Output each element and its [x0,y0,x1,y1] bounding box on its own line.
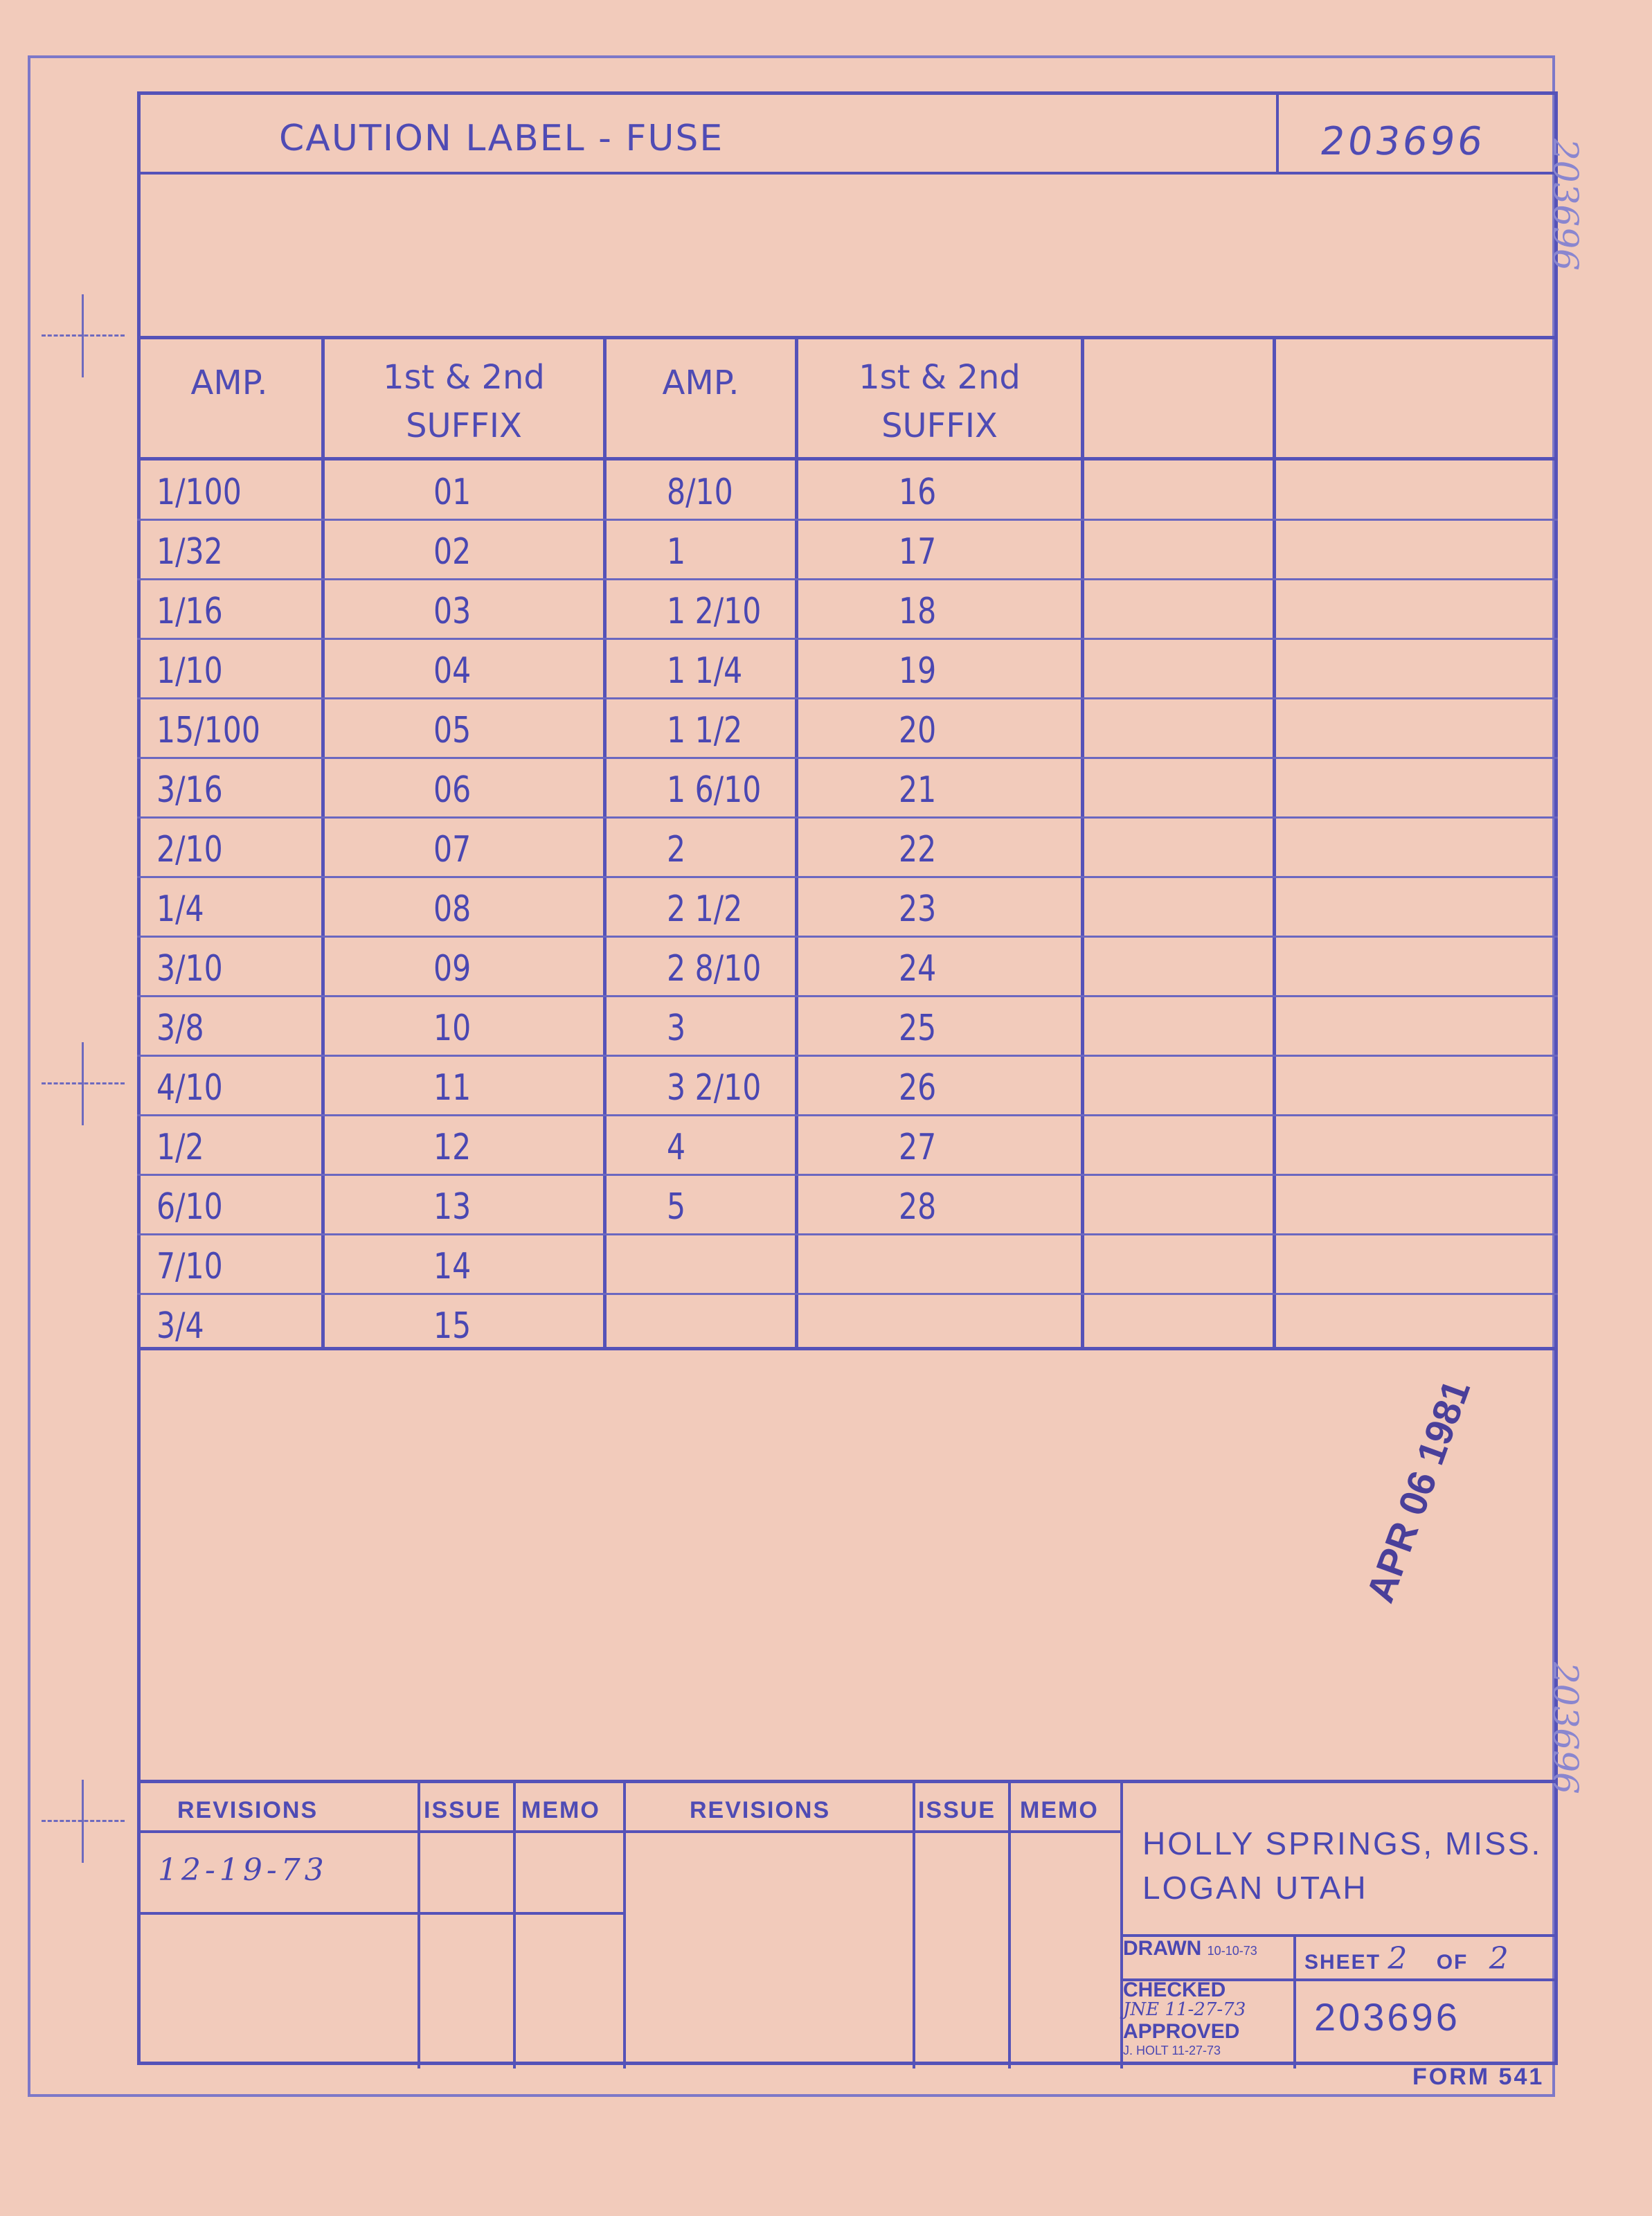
header-suffix-1-line1: 1st & 2nd [383,358,545,397]
header-amp-1-text: AMP. [190,364,268,402]
cell-amp2: 3 [667,1008,686,1049]
cell-suf1: 10 [433,1008,472,1049]
issue-header-right: ISSUE [918,1797,996,1823]
header-suffix-2 [798,353,1081,450]
table-row [137,818,1558,877]
cell-amp2: 4 [667,1127,686,1168]
sheet-total: 2 [1489,1941,1510,1976]
cell-suf1: 03 [433,591,472,632]
table-row [137,639,1558,699]
table-row [137,580,1558,639]
title-row [137,91,1558,175]
table-row [137,877,1558,937]
drawn-label-text: DRAWN [1123,1937,1202,1960]
drawn-label [1123,1937,1257,1960]
registration-mark [42,294,125,377]
cell-amp1: 1/16 [156,591,223,632]
header-amp-2 [607,359,795,407]
date-received-stamp: APR 06 1981 [1357,1374,1479,1608]
memo-header-right: MEMO [1020,1797,1099,1823]
header-suffix-2-line1: 1st & 2nd [859,358,1021,397]
cell-amp1: 1/2 [156,1127,204,1168]
cell-suf2: 21 [899,769,937,811]
side-number-top: 203696 [1545,138,1586,271]
fuse-suffix-table [137,336,1558,1350]
cell-amp1: 3/16 [156,769,223,811]
cell-suf2: 24 [899,948,937,990]
cell-suf2: 26 [899,1067,937,1109]
cell-amp2: 5 [667,1186,686,1228]
cell-suf1: 05 [433,710,472,751]
cell-suf2: 18 [899,591,937,632]
drawing-number: 203696 [1314,1995,1460,2039]
table-row [137,1056,1558,1116]
cell-suf1: 06 [433,769,472,811]
cell-amp1: 3/10 [156,948,223,990]
rev-divider [623,1783,626,2068]
revisions-header-left: REVISIONS [177,1797,318,1823]
header-suffix-2-line2: SUFFIX [881,406,998,445]
header-suffix-1-line2: SUFFIX [406,406,522,445]
sheet-of-label: OF [1436,1951,1469,1974]
table-row [137,937,1558,997]
revision-title-block [137,1780,1558,2065]
cell-suf1: 01 [433,472,472,513]
sheet-label: SHEET [1304,1951,1381,1974]
table-row [137,699,1558,758]
title-number-cell [1276,91,1558,172]
rev-divider [513,1783,516,2068]
cell-amp1: 1/4 [156,888,204,930]
table-row [137,1175,1558,1235]
cell-amp2: 2 8/10 [667,948,762,990]
table-row [137,758,1558,818]
cell-suf2: 19 [899,650,937,692]
side-number-bottom: 203696 [1545,1662,1586,1794]
table-row [137,1235,1558,1294]
cell-amp1: 4/10 [156,1067,223,1109]
cell-suf1: 13 [433,1186,472,1228]
cell-suf1: 08 [433,888,472,930]
cell-amp2: 2 1/2 [667,888,743,930]
rev-divider [418,1783,420,2068]
company-location-2: LOGAN UTAH [1142,1870,1368,1906]
rev-row-rule [137,1912,623,1915]
cell-suf2: 17 [899,531,937,573]
registration-mark [42,1780,125,1863]
cell-suf1: 12 [433,1127,472,1168]
cell-amp1: 6/10 [156,1186,223,1228]
company-location-1: HOLLY SPRINGS, MISS. [1142,1825,1543,1861]
rev-divider [913,1783,915,2068]
revisions-header-right: REVISIONS [690,1797,831,1823]
cell-suf1: 15 [433,1305,472,1347]
cell-amp2: 8/10 [667,472,733,513]
drawn-date: 10-10-73 [1207,1944,1257,1958]
cell-suf2: 25 [899,1008,937,1049]
cell-suf2: 16 [899,472,937,513]
issue-header-left: ISSUE [424,1797,502,1823]
approved-text: J. HOLT 11-27-73 [1123,2044,1221,2057]
cell-amp2: 3 2/10 [667,1067,762,1109]
table-row [137,1116,1558,1175]
table-row [137,520,1558,580]
memo-header-left: MEMO [521,1797,600,1823]
cell-suf1: 11 [433,1067,472,1109]
checked-label: CHECKED [1123,1978,1226,2001]
cell-suf2: 22 [899,829,937,870]
cell-suf1: 09 [433,948,472,990]
cell-amp1: 1/10 [156,650,223,692]
cell-amp1: 2/10 [156,829,223,870]
table-row [137,461,1558,520]
cell-amp1: 1/32 [156,531,223,573]
cell-amp2: 2 [667,829,686,870]
cell-amp2: 1 1/4 [667,650,743,692]
header-amp-2-text: AMP. [662,364,739,402]
cell-amp2: 1 1/2 [667,710,743,751]
table-row [137,1294,1558,1354]
cell-amp2: 1 [667,531,686,573]
revision-entry-date: 12-19-73 [158,1852,328,1888]
cell-suf1: 07 [433,829,472,870]
cell-amp1: 1/100 [156,472,242,513]
sheet-indicator [1304,1941,1510,1976]
approved-label: APPROVED [1123,2020,1240,2043]
cell-suf2: 23 [899,888,937,930]
cell-amp1: 7/10 [156,1246,223,1287]
sheet-number: 2 [1388,1941,1409,1976]
cell-amp2: 1 2/10 [667,591,762,632]
rev-divider [1008,1783,1011,2068]
rev-header-rule [137,1830,1120,1833]
cell-amp2: 1 6/10 [667,769,762,811]
registration-mark [42,1042,125,1125]
checked-text: JNE 11-27-73 [1123,1999,1246,2020]
header-amp-1 [137,359,321,407]
form-number: FORM 541 [1412,2064,1545,2090]
signoff-divider [1293,1934,1296,2068]
cell-suf1: 04 [433,650,472,692]
cell-suf1: 02 [433,531,472,573]
cell-suf1: 14 [433,1246,472,1287]
header-suffix-1 [325,353,603,450]
title-drawing-number: 203696 [1317,119,1489,164]
cell-amp1: 3/4 [156,1305,204,1347]
cell-suf2: 20 [899,710,937,751]
cell-amp1: 3/8 [156,1008,204,1049]
drawing-title: CAUTION LABEL - FUSE [279,118,724,159]
table-row [137,997,1558,1056]
cell-suf2: 28 [899,1186,937,1228]
cell-amp1: 15/100 [156,710,261,751]
cell-suf2: 27 [899,1127,937,1168]
